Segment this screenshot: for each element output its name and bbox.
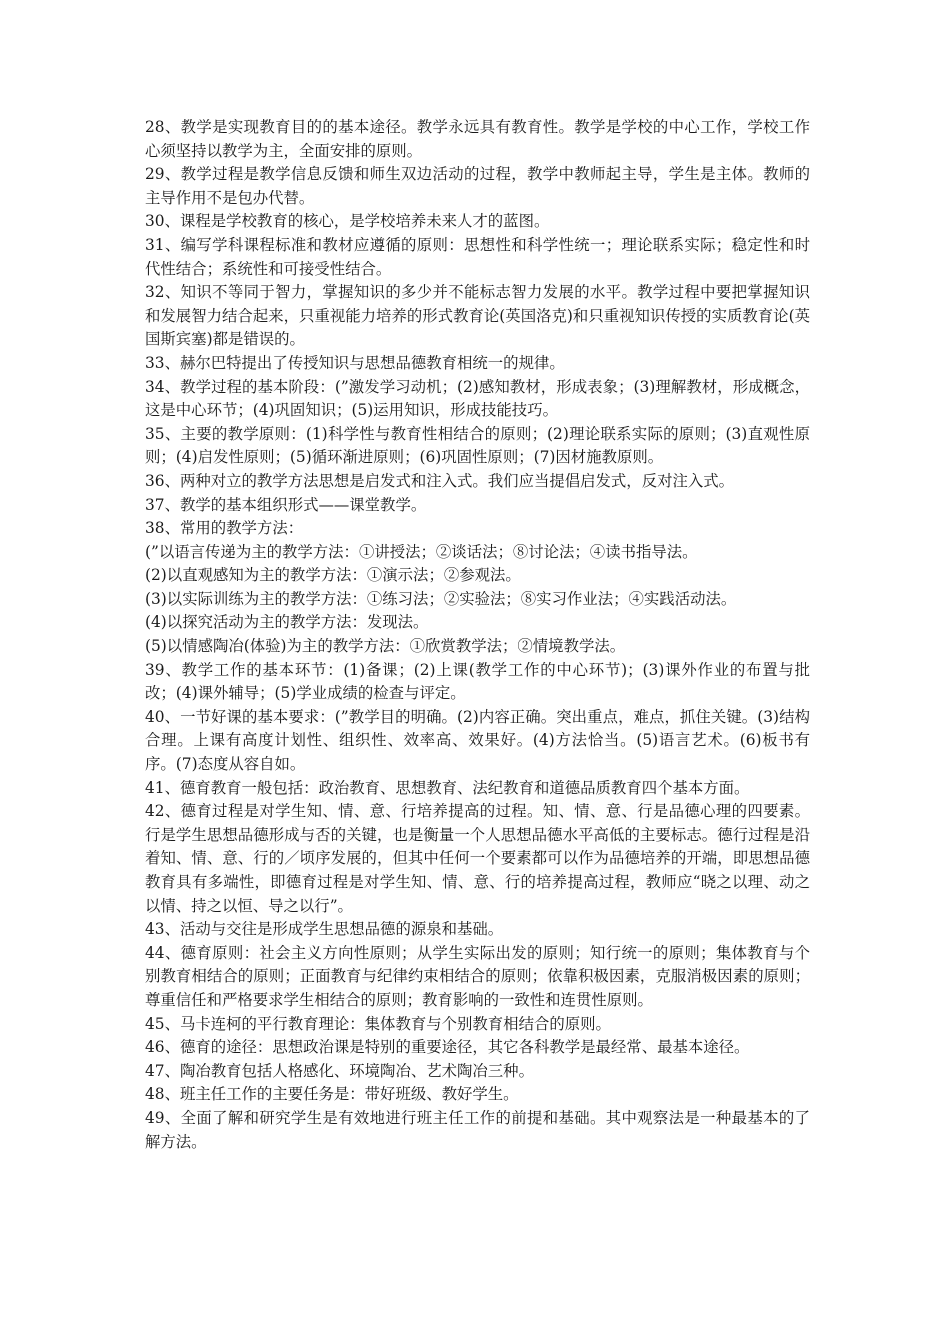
- paragraph-28: 28、教学是实现教育目的的基本途径。教学永远具有教育性。教学是学校的中心工作，学校工作心须坚持以教学为主，全面安排的原则。: [145, 118, 810, 160]
- method-item-3: (3)以实际训练为主的教学方法：①练习法；②实验法；⑧实习作业法；④实践活动法。: [145, 589, 737, 608]
- paragraph-40: 40、一节好课的基本要求：(”教学目的明确。(2)内容正确。突出重点，难点，抓住关键。(3)结构合理。上课有高度计划性、组织性、效率高、效果好。(4)方法恰当。(5)语言艺术。(6)板书有序。(7)态度从容自如。: [145, 707, 810, 774]
- method-item-2: (2)以直观感知为主的教学方法：①演示法；②参观法。: [145, 566, 521, 585]
- paragraph-48: 48、班主任工作的主要任务是：带好班级、教好学生。: [145, 1085, 519, 1104]
- paragraph-41: 41、德育教育一般包括：政治教育、思想教育、法纪教育和道德品质教育四个基本方面。: [145, 778, 750, 797]
- paragraph-35: 35、主要的教学原则：(1)科学性与教育性相结合的原则；(2)理论联系实际的原则；(3)直观性原则；(4)启发性原则；(5)循环渐进原则；(6)巩固性原则；(7)因材施教原则。: [145, 424, 810, 467]
- method-item-5: (5)以情感陶冶(体验)为主的教学方法：①欣赏教学法；②情境教学法。: [145, 637, 626, 656]
- paragraph-46: 46、德育的途径：思想政治课是特别的重要途径，其它各科教学是最经常、最基本途径。: [145, 1038, 750, 1057]
- paragraph-42: 42、德育过程是对学生知、情、意、行培养提高的过程。知、情、意、行是品德心理的四要素。行是学生思想品德形成与否的关键，也是衡量一个人思想品德水平高低的主要标志。德行过程是沿着知、情、意、行的／顷序发展的，但其中任何一个要素都可以作为品德培养的开端，即思想品德教育具有多端性，即德育过程是对学生知、情、意、行的培养提高过程，教师应“晓之以理、动之以情、持之以恒、导之以行”。: [145, 802, 810, 915]
- paragraph-43: 43、活动与交往是形成学生思想品德的源泉和基础。: [145, 920, 504, 939]
- paragraph-31: 31、编写学科课程标准和教材应遵循的原则：思想性和科学性统一；理论联系实际；稳定性和时代性结合；系统性和可接受性结合。: [145, 235, 810, 278]
- paragraph-47: 47、陶冶教育包括人格感化、环境陶冶、艺术陶冶三种。: [145, 1061, 534, 1080]
- document-body: [145, 116, 810, 1154]
- paragraph-44: 44、德育原则：社会主义方向性原则；从学生实际出发的原则；知行统一的原则；集体教育与个别教育相结合的原则；正面教育与纪律约束相结合的原则；依靠积极因素，克服消极因素的原则；尊重信任和严格要求学生相结合的原则；教育影响的一致性和连贯性原则。: [145, 943, 810, 1009]
- paragraph-30: 30、课程是学校教育的核心，是学校培养未来人才的蓝图。: [145, 212, 550, 231]
- paragraph-33: 33、赫尔巴特提出了传授知识与思想品德教育相统一的规律。: [145, 353, 565, 372]
- paragraph-45: 45、马卡连柯的平行教育理论：集体教育与个别教育相结合的原则。: [145, 1014, 611, 1033]
- paragraph-38: 38、常用的教学方法：: [145, 519, 304, 538]
- paragraph-34: 34、教学过程的基本阶段：(”激发学习动机；(2)感知教材，形成表象；(3)理解教材，形成概念，这是中心环节；(4)巩固知识；(5)运用知识，形成技能技巧。: [145, 377, 810, 420]
- paragraph-49: 49、全面了解和研究学生是有效地进行班主任工作的前提和基础。其中观察法是一种最基本的了解方法。: [145, 1108, 810, 1151]
- paragraph-29: 29、教学过程是教学信息反馈和师生双边活动的过程，教学中教师起主导，学生是主体。教师的主导作用不是包办代替。: [145, 165, 810, 207]
- paragraph-32: 32、知识不等同于智力，掌握知识的多少并不能标志智力发展的水平。教学过程中要把掌握知识和发展智力结合起来，只重视能力培养的形式教育论(英国洛克)和只重视知识传授的实质教育论(英国斯宾塞)都是错误的。: [145, 283, 810, 349]
- method-item-4: (4)以探究活动为主的教学方法：发现法。: [145, 613, 429, 632]
- method-item-1: (”以语言传递为主的教学方法：①讲授法；②谈话法；⑧讨论法；④读书指导法。: [145, 542, 698, 561]
- paragraph-37: 37、教学的基本组织形式——课堂教学。: [145, 495, 427, 514]
- paragraph-39: 39、教学工作的基本环节：(1)备课；(2)上课(教学工作的中心环节)；(3)课外作业的布置与批改；(4)课外辅导；(5)学业成绩的检查与评定。: [145, 660, 810, 703]
- paragraph-36: 36、两种对立的教学方法思想是启发式和注入式。我们应当提倡启发式，反对注入式。: [145, 471, 735, 490]
